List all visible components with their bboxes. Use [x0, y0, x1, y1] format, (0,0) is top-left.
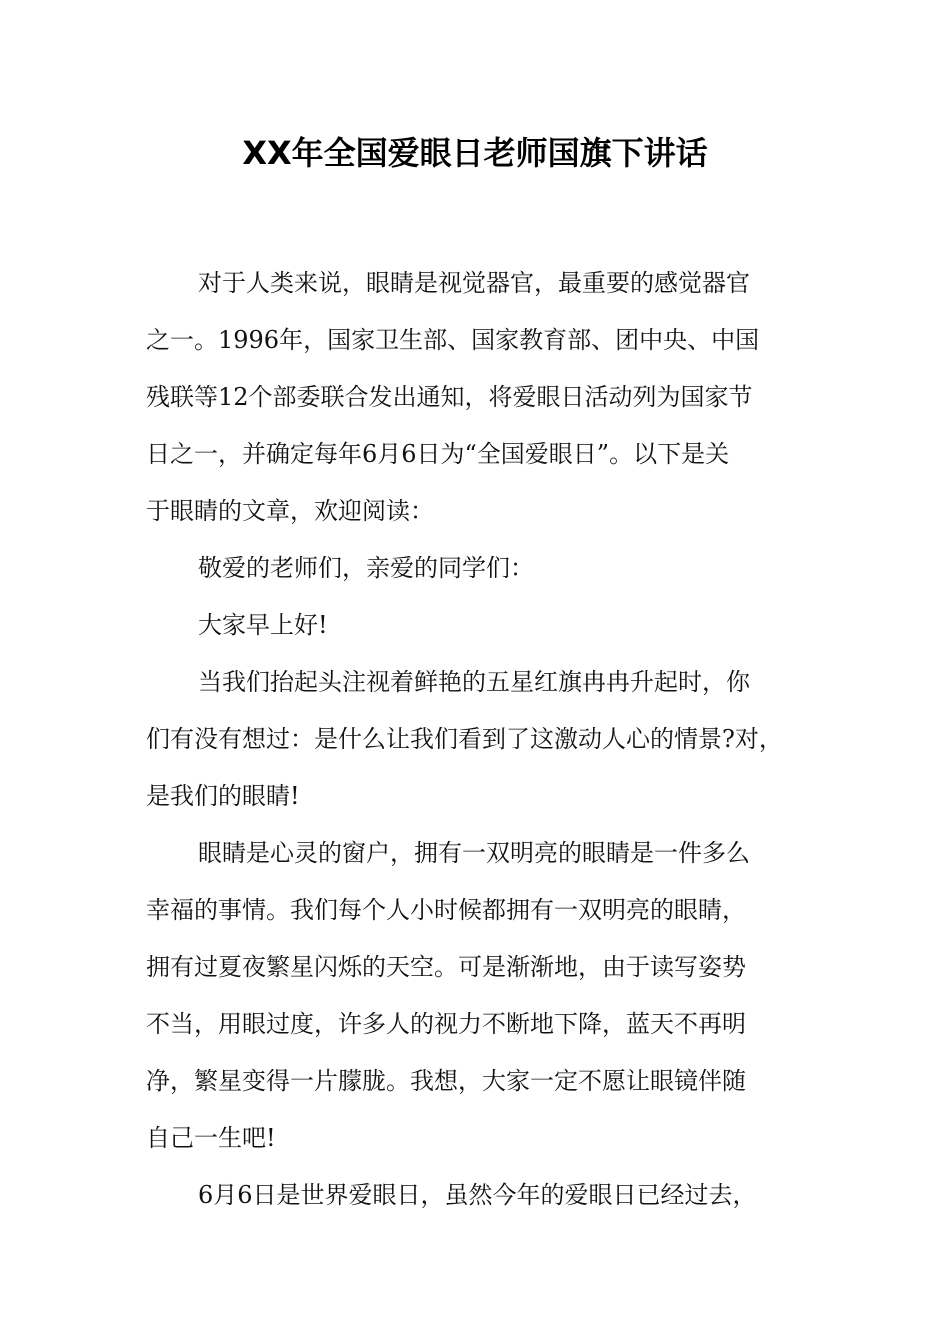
salutation-line: 敬爱的老师们，亲爱的同学们：: [198, 554, 534, 582]
paragraph-line: 幸福的事情。我们每个人小时候都拥有一双明亮的眼睛，: [146, 896, 746, 924]
paragraph-line: 净，繁星变得一片朦胧。我想，大家一定不愿让眼镜伴随: [146, 1067, 746, 1095]
paragraph-line: 们有没有想过：是什么让我们看到了这激动人心的情景?对，: [146, 725, 783, 753]
paragraph-line: 对于人类来说，眼睛是视觉器官，最重要的感觉器官: [198, 269, 750, 297]
paragraph-line: 眼睛是心灵的窗户，拥有一双明亮的眼睛是一件多么: [198, 839, 750, 867]
paragraph-line: 当我们抬起头注视着鲜艳的五星红旗冉冉升起时，你: [198, 668, 750, 696]
paragraph-line: 不当，用眼过度，许多人的视力不断地下降，蓝天不再明: [146, 1010, 746, 1038]
document-title: XX年全国爱眼日老师国旗下讲话: [242, 134, 708, 172]
paragraph-line: 自己一生吧!: [146, 1124, 276, 1152]
greeting-line: 大家早上好!: [198, 611, 328, 639]
paragraph-line: 之一。1996年，国家卫生部、国家教育部、团中央、中国: [146, 326, 760, 354]
paragraph-line: 拥有过夏夜繁星闪烁的天空。可是渐渐地，由于读写姿势: [146, 953, 746, 981]
paragraph-line: 是我们的眼睛!: [146, 782, 300, 810]
paragraph-line: 于眼睛的文章，欢迎阅读：: [146, 497, 434, 525]
paragraph-line: 残联等12个部委联合发出通知，将爱眼日活动列为国家节: [146, 383, 753, 411]
paragraph-line: 6月6日是世界爱眼日，虽然今年的爱眼日已经过去，: [198, 1181, 757, 1209]
paragraph-line: 日之一，并确定每年6月6日为“全国爱眼日”。以下是关: [146, 440, 730, 468]
document-body: [146, 255, 806, 1224]
